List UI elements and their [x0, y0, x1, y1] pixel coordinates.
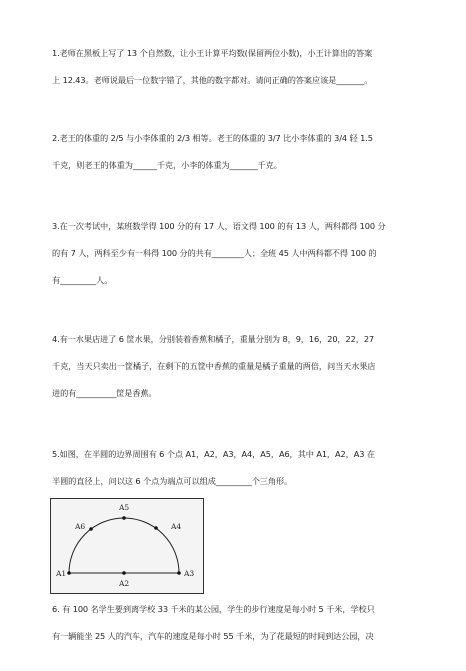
- point-a2: [122, 571, 126, 575]
- point-a4: [154, 526, 158, 530]
- problem-2: [52, 125, 432, 179]
- label-a3: A3: [184, 569, 195, 578]
- problem-3: [52, 213, 432, 294]
- problem-4: [52, 326, 432, 407]
- problem-5: [52, 441, 432, 495]
- semicircle-arc: [69, 518, 182, 573]
- semicircle-diagram: [51, 499, 203, 593]
- problem-3-line-3: 有_________人。: [52, 275, 113, 285]
- problem-6-line-1: 6. 有 100 名学生要到离学校 33 千米的某公园，学生的步行速度是每小时 5 千米，学校只: [52, 604, 375, 614]
- label-a4: A4: [171, 522, 182, 531]
- problem-1: [52, 40, 432, 94]
- problem-1-line-2: 上 12.43。老师说最后一位数字错了，其他的数字都对。请问正确的答案应该是_______。: [52, 75, 373, 85]
- problem-6: [52, 596, 432, 650]
- problem-4-line-3: 进的有__________筐是香蕉。: [52, 388, 157, 398]
- label-a1: A1: [56, 569, 67, 578]
- problem-5-line-2: 半圆的直径上，问以这 6 个点为端点可以组成_________个三角形。: [52, 476, 293, 486]
- problem-2-line-2: 千克，则老王的体重为______千克，小李的体重为_______千克。: [52, 160, 282, 170]
- semicircle-figure: [50, 498, 204, 594]
- point-a6: [89, 527, 93, 531]
- problem-2-line-1: 2.老王的体重的 2/5 与小李体重的 2/3 相等。老王的体重的 3/7 比小李体重的 3/4 轻 1.5: [52, 133, 373, 143]
- problem-4-line-2: 千克，当天只卖出一筐橘子，在剩下的五筐中香蕉的重量是橘子重量的两倍，问当天水果店: [52, 361, 376, 371]
- problem-6-line-2: 有一辆能坐 25 人的汽车，汽车的速度是每小时 55 千米，为了花最短的时间到达公园，决: [52, 631, 374, 641]
- problem-4-line-1: 4.有一水果店进了 6 筐水果，分别装着香蕉和橘子，重量分别为 8，9，16，20，22，27: [52, 334, 375, 344]
- problem-3-line-2: 的有 7 人，两科至少有一科得 100 分的共有________人；全班 45 人中两科都不得 100 的: [52, 248, 377, 258]
- problem-5-line-1: 5.如图，在半圆的边界周围有 6 个点 A1，A2，A3，A4，A5，A6，其中 A1，A2，A3 在: [52, 449, 375, 459]
- label-a2: A2: [119, 579, 130, 588]
- problem-3-line-1: 3.在一次考试中，某班数学得 100 分的有 17 人，语文得 100 的有 13 人，两科都得 100 分: [52, 221, 386, 231]
- label-a5: A5: [119, 503, 130, 512]
- point-a3: [177, 571, 181, 575]
- problem-1-line-1: 1.老师在黑板上写了 13 个自然数，让小王计算平均数(保留两位小数)，小王计算出的答案: [52, 48, 373, 58]
- point-a5: [122, 516, 126, 520]
- point-a1: [67, 571, 71, 575]
- label-a6: A6: [75, 522, 86, 531]
